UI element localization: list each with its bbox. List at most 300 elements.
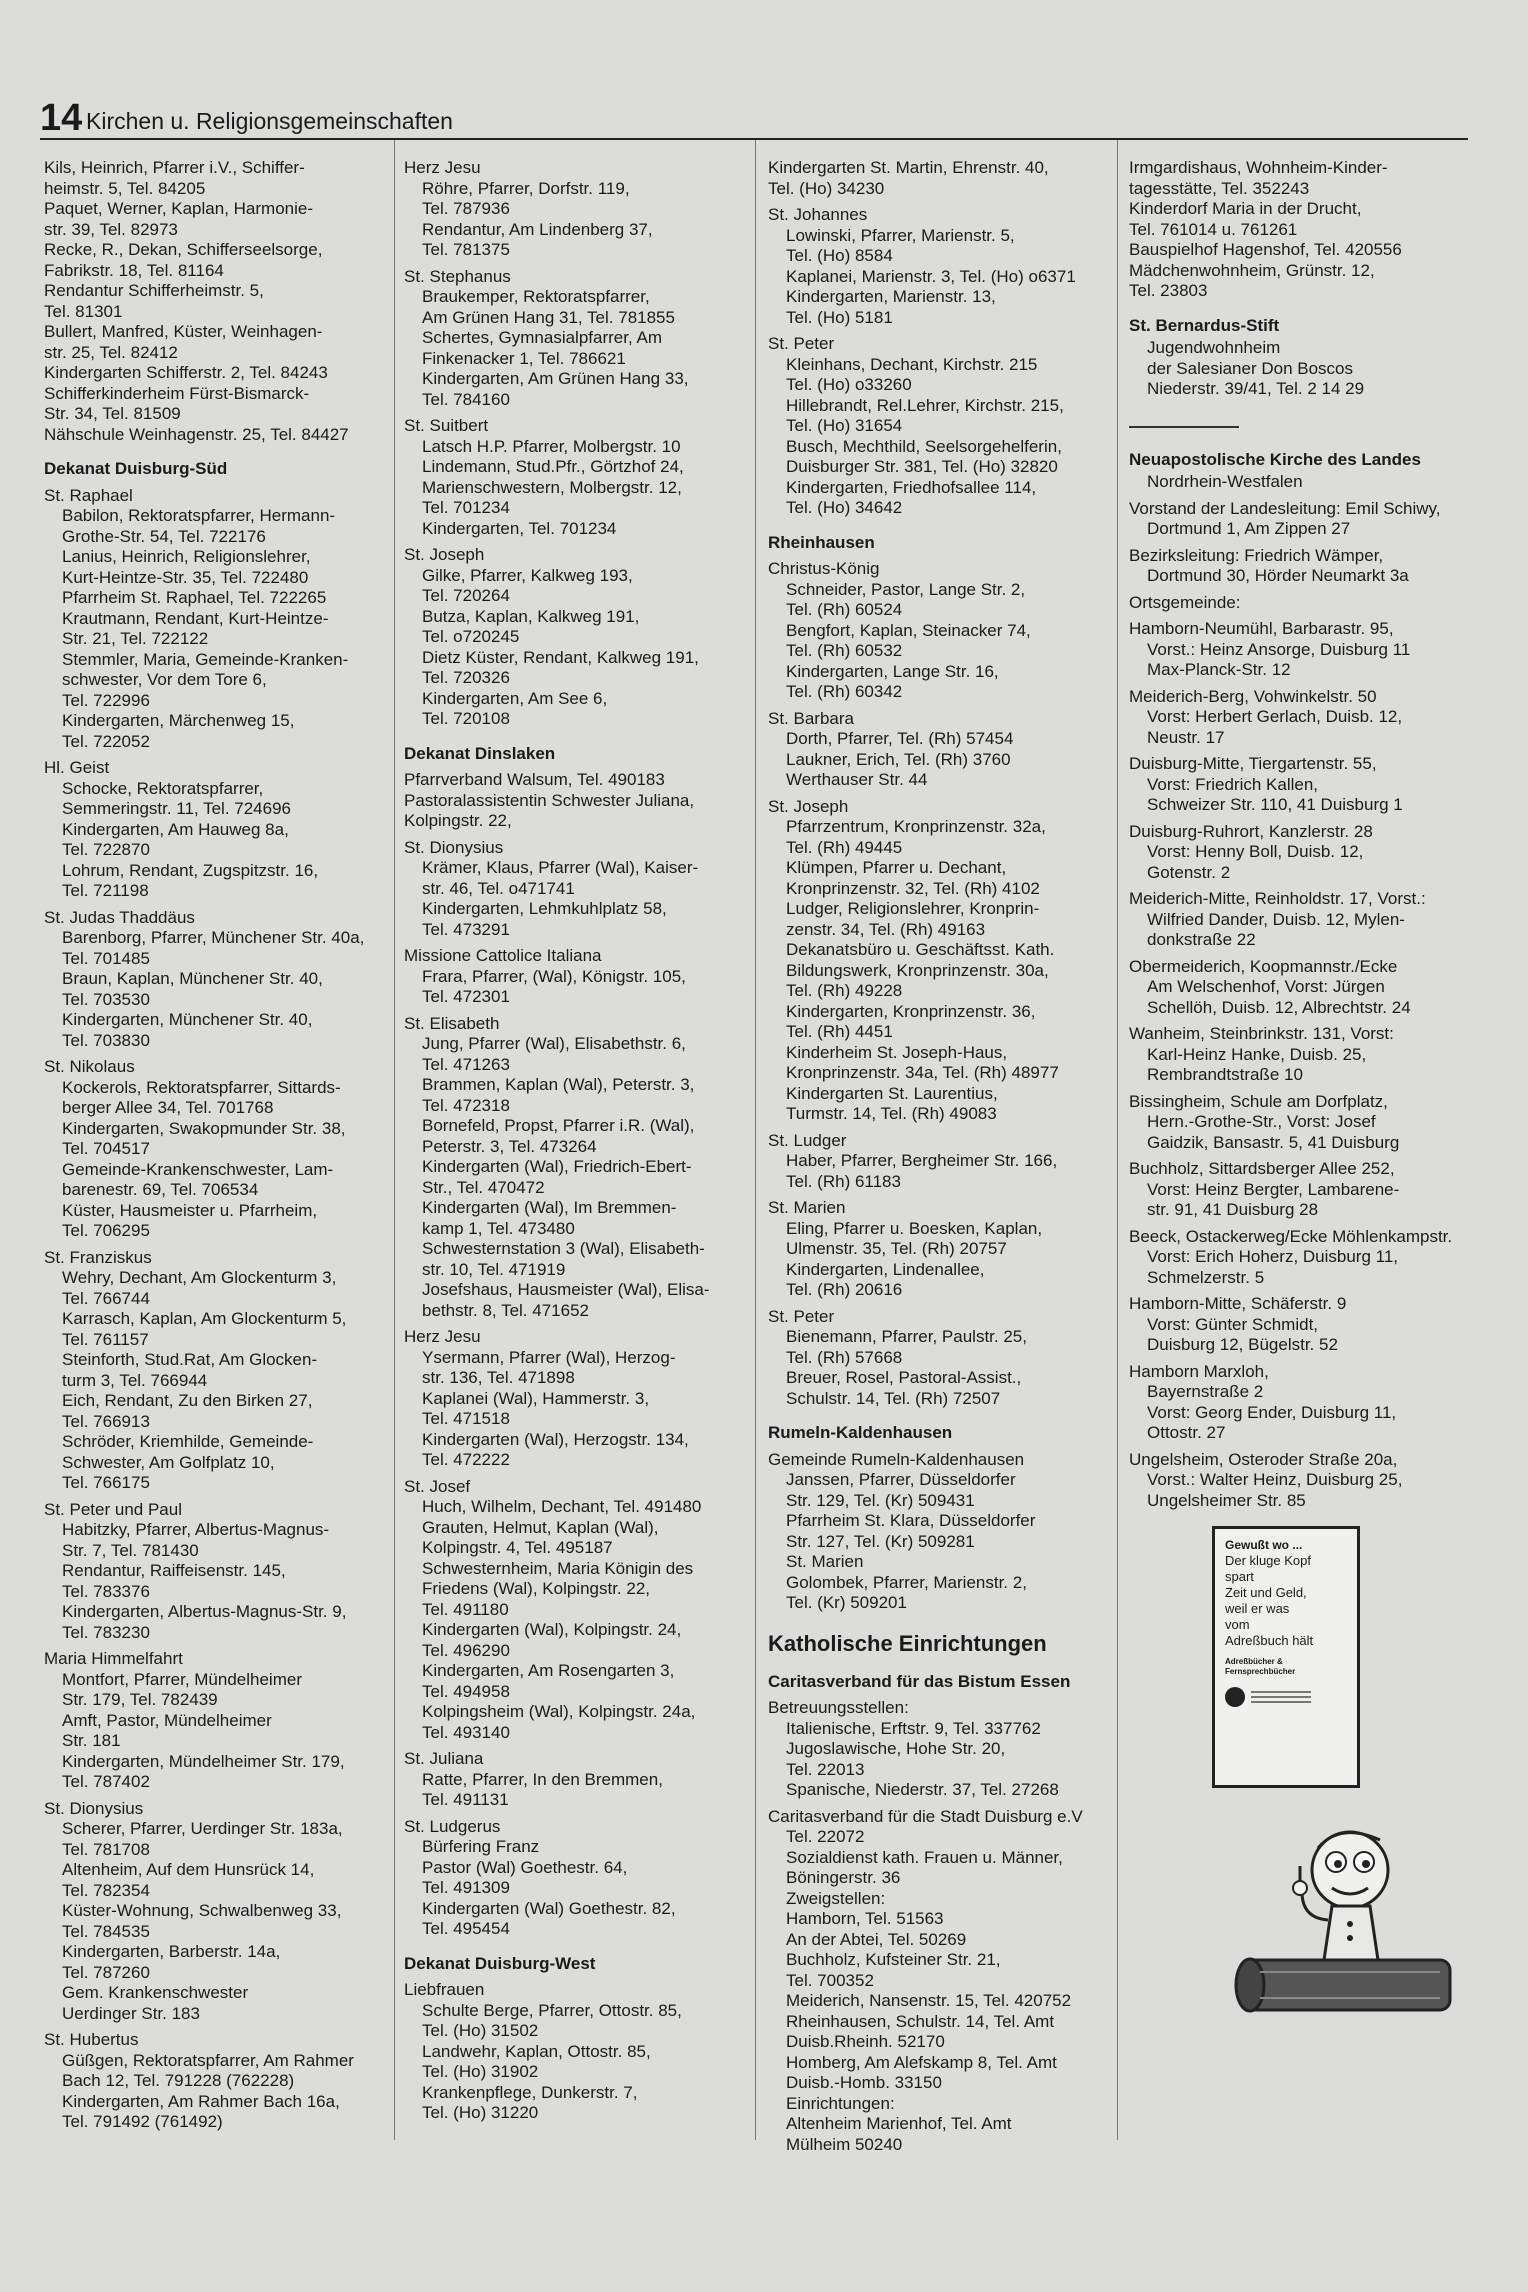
entry-line: Karl-Heinz Hanke, Duisb. 25, [1147, 1044, 1367, 1064]
entry-line: Tel. 766175 [62, 1473, 150, 1492]
entry-line: Tel. (Ho) 31902 [422, 2062, 539, 2081]
directory-entry [768, 709, 1104, 791]
directory-entry [44, 1500, 389, 1644]
entry-line: Tel. 494958 [422, 1681, 510, 1701]
entry-line: Pfarrheim St. Klara, Düsseldorfer [786, 1511, 1036, 1530]
entry-title: St. Dionysius [44, 1798, 144, 1818]
entry-line: Dekanatsbüro u. Geschäftsst. Kath. [786, 940, 1055, 959]
entry-line: Landwehr, Kaplan, Ottostr. 85, [422, 2041, 651, 2061]
directory-entry [1129, 889, 1475, 951]
ad-line: Der kluge Kopf [1225, 1553, 1311, 1568]
entry-line: Montfort, Pfarrer, Mündelheimer [62, 1669, 302, 1689]
entry-line: Jung, Pfarrer (Wal), Elisabethstr. 6, [422, 1034, 686, 1053]
subsection-heading: Dekanat Dinslaken [404, 743, 556, 763]
entry-line: Pfarrzentrum, Kronprinzenstr. 32a, [786, 817, 1046, 836]
entry-title: St. Judas Thaddäus [44, 907, 195, 927]
entry-line: Peterstr. 3, Tel. 473264 [422, 1136, 597, 1156]
entry-line: berger Allee 34, Tel. 701768 [62, 1098, 274, 1117]
entry-line: Dortmund 1, Am Zippen 27 [1147, 519, 1351, 538]
entry-line: Tel. 722052 [62, 731, 150, 751]
entry-line: Küster, Hausmeister u. Pfarrheim, [62, 1200, 318, 1220]
entry-line: Kaplanei (Wal), Hammerstr. 3, [422, 1388, 650, 1408]
entry-title: St. Peter [768, 334, 835, 353]
entry-line: Kindergarten, Am Rosengarten 3, [422, 1661, 675, 1680]
entry-line: Kindergarten, Lindenallee, [786, 1259, 985, 1279]
entry-line: Ulmenstr. 35, Tel. (Rh) 20757 [786, 1239, 1007, 1258]
entry-line: Hern.-Grothe-Str., Vorst: Josef [1147, 1112, 1376, 1131]
entry-line: Finkenacker 1, Tel. 786621 [422, 348, 626, 368]
entry-line: Bienemann, Pfarrer, Paulstr. 25, [786, 1327, 1027, 1346]
entry-line: Tel. (Kr) 509201 [786, 1593, 907, 1612]
entry-line: Str. 34, Tel. 81509 [44, 404, 181, 423]
entry-line: Krämer, Klaus, Pfarrer (Wal), Kaiser- [422, 858, 699, 877]
directory-entry [768, 797, 1104, 1125]
entry-line: Str., Tel. 470472 [422, 1177, 545, 1197]
entry-line: Tel. 720108 [422, 709, 510, 728]
entry-line: Nordrhein-Westfalen [1147, 472, 1303, 491]
entry-line: Tel. 783376 [62, 1581, 150, 1601]
entry-title: Beeck, Ostackerweg/Ecke Möhlenkampstr. [1129, 1226, 1453, 1246]
entry-line: Gaidzik, Bansastr. 5, 41 Duisburg [1147, 1132, 1400, 1152]
entry-line: Vorst: Erich Hoherz, Duisburg 11, [1147, 1247, 1399, 1266]
entry-line: Kindergarten, Swakopmunder Str. 38, [62, 1118, 346, 1138]
entry-line: Neustr. 17 [1147, 727, 1225, 747]
entry-line: Bengfort, Kaplan, Steinacker 74, [786, 620, 1031, 640]
entry-line: Kindergarten, Lange Str. 16, [786, 661, 999, 681]
entry-line: Barenborg, Pfarrer, Münchener Str. 40a, [62, 928, 365, 947]
directory-entry [404, 545, 742, 730]
entry-title: Wanheim, Steinbrinkstr. 131, Vorst: [1129, 1024, 1394, 1043]
entry-line: Breuer, Rosel, Pastoral-Assist., [786, 1368, 1022, 1387]
section-divider [1129, 426, 1239, 428]
entry-line: Grothe-Str. 54, Tel. 722176 [62, 526, 266, 546]
entry-line: Janssen, Pfarrer, Düsseldorfer [786, 1470, 1016, 1489]
text-column-4 [1129, 158, 1475, 1517]
subsection-heading: Dekanat Duisburg-West [404, 1953, 596, 1973]
entry-line: Tel. 706295 [62, 1221, 150, 1240]
directory-entry [404, 1980, 742, 2124]
entry-line: Tel. 766913 [62, 1411, 150, 1431]
directory-entry [44, 486, 389, 753]
directory-entry [44, 1799, 389, 2025]
entry-line: Babilon, Rektoratspfarrer, Hermann- [62, 506, 336, 525]
entry-line: Kindergarten, Am Grünen Hang 33, [422, 369, 689, 388]
entry-line: Tel. 22013 [786, 1759, 865, 1779]
entry-line: Habitzky, Pfarrer, Albertus-Magnus- [62, 1520, 330, 1539]
entry-line: Kindergarten, Am Hauweg 8a, [62, 819, 289, 839]
directory-entry [1129, 1024, 1475, 1086]
entry-line: Tel. 495454 [422, 1919, 510, 1938]
entry-line: Tel. 701485 [62, 948, 150, 968]
entry-title: Betreuungsstellen: [768, 1698, 909, 1717]
entry-line: heimstr. 5, Tel. 84205 [44, 178, 206, 198]
entry-title: Meiderich-Mitte, Reinholdstr. 17, Vorst.: [1129, 889, 1426, 908]
entry-line: Tel. 472301 [422, 987, 510, 1006]
entry-line: Josefshaus, Hausmeister (Wal), Elisa- [422, 1280, 710, 1299]
entry-line: Schwesternheim, Maria Königin des [422, 1558, 694, 1578]
entry-line: Mülheim 50240 [786, 2134, 903, 2154]
entry-title: St. Hubertus [44, 2030, 139, 2049]
entry-line: Tel. (Ho) 8584 [786, 246, 893, 265]
entry-line: Tel. 703530 [62, 989, 150, 1009]
entry-line: Kurt-Heintze-Str. 35, Tel. 722480 [62, 567, 309, 587]
entry-line: Tel. (Rh) 61183 [786, 1171, 901, 1191]
entry-line: Grauten, Helmut, Kaplan (Wal), [422, 1517, 659, 1537]
entry-line: Rendantur, Raiffeisenstr. 145, [62, 1561, 286, 1580]
entry-line: Wehry, Dechant, Am Glockenturm 3, [62, 1268, 337, 1287]
ad-line: vom [1225, 1617, 1250, 1632]
directory-entry [404, 838, 742, 941]
entry-line: Hillebrandt, Rel.Lehrer, Kirchstr. 215, [786, 395, 1064, 415]
directory-entry [1129, 1450, 1475, 1512]
entry-line: Kindergarten, Mündelheimer Str. 179, [62, 1751, 345, 1771]
entry-title: St. Marien [768, 1198, 846, 1217]
entry-line: Tel. 791492 (761492) [62, 2112, 223, 2131]
entry-title: Gemeinde Rumeln-Kaldenhausen [768, 1449, 1025, 1469]
entry-line: str. 91, 41 Duisburg 28 [1147, 1200, 1319, 1219]
entry-line: Tel. 471518 [422, 1409, 510, 1428]
entry-line: Ratte, Pfarrer, In den Bremmen, [422, 1769, 663, 1789]
entry-line: Tel. 781708 [62, 1839, 150, 1859]
directory-entry [768, 559, 1104, 703]
entry-title: St. Stephanus [404, 266, 511, 286]
entry-line: Butza, Kaplan, Kalkweg 191, [422, 606, 640, 626]
entry-line: Krankenpflege, Dunkerstr. 7, [422, 2082, 638, 2102]
entry-line: Kils, Heinrich, Pfarrer i.V., Schiffer- [44, 158, 305, 177]
subsection-heading: Rheinhausen [768, 532, 875, 552]
entry-line: Kindergarten, Münchener Str. 40, [62, 1010, 313, 1029]
entry-line: Semmeringstr. 11, Tel. 724696 [62, 799, 292, 818]
entry-line: Uerdinger Str. 183 [62, 2003, 200, 2023]
entry-title: Bezirksleitung: Friedrich Wämper, [1129, 545, 1384, 565]
entry-line: Duisb.Rheinh. 52170 [786, 2032, 945, 2051]
entry-line: Kolpingsheim (Wal), Kolpingstr. 24a, [422, 1702, 696, 1721]
entry-line: Bornefeld, Propst, Pfarrer i.R. (Wal), [422, 1116, 695, 1135]
entry-line: Tel. 493140 [422, 1722, 510, 1742]
entry-line: Tel. (Rh) 20616 [786, 1280, 903, 1299]
entry-line: Tel. 496290 [422, 1640, 510, 1660]
ad-line: Adreßbuch hält [1225, 1633, 1314, 1648]
entry-line: Schneider, Pastor, Lange Str. 2, [786, 579, 1026, 599]
entry-line: Karrasch, Kaplan, Am Glockenturm 5, [62, 1309, 347, 1328]
entry-line: Duisburg 12, Bügelstr. 52 [1147, 1335, 1338, 1354]
entry-title: St. Dionysius [404, 837, 504, 857]
directory-entry [1129, 1092, 1475, 1154]
directory-entry [404, 1014, 742, 1322]
entry-line: Max-Planck-Str. 12 [1147, 660, 1291, 679]
entry-title: St. Joseph [404, 545, 485, 564]
directory-entry [1129, 158, 1475, 302]
directory-entry [404, 158, 742, 261]
entry-line: Jugendwohnheim [1147, 338, 1281, 357]
directory-entry [1129, 619, 1475, 681]
entry-line: Schulte Berge, Pfarrer, Ottostr. 85, [422, 2000, 682, 2020]
entry-line: Tel. 720264 [422, 586, 510, 605]
entry-line: Tel. 722996 [62, 690, 150, 710]
entry-line: Tel. 471263 [422, 1054, 510, 1074]
column-divider [394, 140, 395, 2140]
entry-line: Braun, Kaplan, Münchener Str. 40, [62, 969, 323, 988]
directory-entry [1129, 1294, 1475, 1356]
directory-entry [404, 1327, 742, 1471]
directory-entry [44, 758, 389, 902]
entry-line: Tel. 700352 [786, 1970, 874, 1990]
entry-line: Gemeinde-Krankenschwester, Lam- [62, 1159, 334, 1179]
entry-line: bethstr. 8, Tel. 471652 [422, 1300, 589, 1320]
entry-line: Bullert, Manfred, Küster, Weinhagen- [44, 322, 323, 341]
entry-line: Frara, Pfarrer, (Wal), Königstr. 105, [422, 966, 686, 986]
entry-line: str. 25, Tel. 82412 [44, 342, 178, 362]
entry-title: Herz Jesu [404, 158, 481, 177]
entry-line: Rembrandtstraße 10 [1147, 1065, 1303, 1084]
directory-entry [44, 1248, 389, 1494]
section-title: Kirchen u. Religionsgemeinschaften [86, 108, 453, 134]
directory-entry [768, 1450, 1104, 1614]
directory-entry [768, 158, 1104, 199]
entry-line: Küster-Wohnung, Schwalbenweg 33, [62, 1901, 342, 1920]
entry-line: Am Welschenhof, Vorst: Jürgen [1147, 977, 1385, 996]
entry-line: donkstraße 22 [1147, 930, 1256, 949]
entry-line: Schwester, Am Golfplatz 10, [62, 1452, 275, 1472]
entry-line: Kindergarten (Wal), Im Bremmen- [422, 1198, 677, 1217]
entry-line: Kinderdorf Maria in der Drucht, [1129, 199, 1362, 218]
directory-entry [768, 533, 1104, 554]
entry-line: Tel. 783230 [62, 1622, 150, 1642]
entry-title: Bissingheim, Schule am Dorfplatz, [1129, 1091, 1388, 1111]
entry-title: Hl. Geist [44, 758, 110, 777]
entry-line: Duisb.-Homb. 33150 [786, 2073, 942, 2092]
entry-line: Str. 179, Tel. 782439 [62, 1690, 218, 1709]
entry-line: Str. 21, Tel. 722122 [62, 629, 209, 648]
directory-entry [1129, 593, 1475, 614]
entry-line: Kaplanei, Marienstr. 3, Tel. (Ho) o6371 [786, 266, 1076, 286]
entry-line: str. 10, Tel. 471919 [422, 1259, 566, 1279]
entry-line: Tel. 761014 u. 761261 [1129, 219, 1298, 239]
entry-line: tagesstätte, Tel. 352243 [1129, 178, 1310, 198]
directory-entry [768, 1307, 1104, 1410]
entry-title: St. Juliana [404, 1749, 484, 1768]
entry-line: Schweizer Str. 110, 41 Duisburg 1 [1147, 795, 1403, 814]
entry-line: Rendantur Schifferheimstr. 5, [44, 281, 264, 300]
directory-entry [768, 205, 1104, 328]
ad-line: Zeit und Geld, [1225, 1585, 1307, 1600]
entry-line: Ungelsheimer Str. 85 [1147, 1490, 1306, 1510]
entry-title: St. Joseph [768, 796, 849, 816]
entry-line: Tel. 473291 [422, 919, 510, 939]
entry-line: Duisburger Str. 381, Tel. (Ho) 32820 [786, 457, 1058, 476]
entry-line: Eich, Rendant, Zu den Birken 27, [62, 1391, 313, 1410]
entry-line: Kindergarten, Friedhofsallee 114, [786, 477, 1037, 497]
directory-entry [768, 1423, 1104, 1444]
advertisement-box [1212, 1526, 1360, 1788]
entry-line: Huch, Wilhelm, Dechant, Tel. 491480 [422, 1497, 702, 1516]
directory-entry [44, 908, 389, 1052]
entry-line: Kindergarten (Wal), Herzogstr. 134, [422, 1429, 689, 1449]
entry-title: Herz Jesu [404, 1327, 481, 1346]
entry-line: Amft, Pastor, Mündelheimer [62, 1710, 272, 1730]
entry-line: Tel. (Ho) 31502 [422, 2021, 539, 2040]
subsection-heading: Dekanat Duisburg-Süd [44, 459, 228, 478]
entry-line: Kindergarten (Wal), Kolpingstr. 24, [422, 1620, 682, 1639]
entry-line: Jugoslawische, Hohe Str. 20, [786, 1739, 1006, 1758]
entry-line: Am Grünen Hang 31, Tel. 781855 [422, 307, 675, 327]
entry-title: St. Nikolaus [44, 1057, 135, 1076]
entry-title: Caritasverband für die Stadt Duisburg e.V [768, 1806, 1083, 1826]
directory-entry [404, 1477, 742, 1744]
entry-line: Tel. 787260 [62, 1962, 150, 1982]
entry-line: Kindergarten, Am Rahmer Bach 16a, [62, 2091, 340, 2111]
directory-entry [1129, 499, 1475, 540]
entry-line: Tel. (Ho) 34230 [768, 178, 885, 198]
entry-line: Meiderich, Nansenstr. 15, Tel. 420752 [786, 1991, 1072, 2010]
entry-line: Tel. 472222 [422, 1450, 510, 1469]
entry-line: Pastoralassistentin Schwester Juliana, [404, 790, 695, 810]
entry-line: Gilke, Pfarrer, Kalkweg 193, [422, 565, 633, 585]
publisher-logo [1225, 1687, 1347, 1707]
entry-line: Schertes, Gymnasialpfarrer, Am [422, 328, 662, 347]
entry-line: Schröder, Kriemhilde, Gemeinde- [62, 1432, 314, 1451]
entry-line: der Salesianer Don Boscos [1147, 358, 1354, 378]
entry-title: St. Peter [768, 1306, 835, 1326]
entry-line: Tel. 766744 [62, 1288, 150, 1308]
page-number: 14 [40, 97, 83, 139]
entry-line: Vorst: Günter Schmidt, [1147, 1314, 1319, 1334]
entry-title: Duisburg-Mitte, Tiergartenstr. 55, [1129, 754, 1377, 773]
entry-line: Str. 129, Tel. (Kr) 509431 [786, 1490, 975, 1510]
entry-line: Friedens (Wal), Kolpingstr. 22, [422, 1579, 651, 1598]
entry-line: Latsch H.P. Pfarrer, Molbergstr. 10 [422, 436, 681, 456]
entry-line: Altenheim, Auf dem Hunsrück 14, [62, 1860, 315, 1879]
entry-line: Schellöh, Duisb. 12, Albrechtstr. 24 [1147, 997, 1411, 1017]
entry-line: Kindergarten, Tel. 701234 [422, 518, 617, 538]
entry-line: Kindergarten, Märchenweg 15, [62, 711, 295, 730]
entry-title: Buchholz, Sittardsberger Allee 252, [1129, 1159, 1395, 1178]
directory-entry [44, 459, 389, 480]
entry-title: Maria Himmelfahrt [44, 1649, 183, 1668]
entry-line: Kronprinzenstr. 32, Tel. (Rh) 4102 [786, 878, 1040, 898]
directory-entry [44, 2030, 389, 2133]
entry-line: Tel. (Ho) 34642 [786, 498, 903, 517]
entry-line: Str. 181 [62, 1731, 121, 1750]
entry-line: Spanische, Niederstr. 37, Tel. 27268 [786, 1780, 1059, 1799]
entry-line: Kindergarten, Am See 6, [422, 688, 608, 708]
entry-line: Zweigstellen: [786, 1888, 886, 1908]
entry-title: Missione Cattolice Italiana [404, 946, 602, 965]
entry-line: Kindergarten, Barberstr. 14a, [62, 1942, 281, 1961]
directory-entry [768, 1131, 1104, 1193]
entry-line: Paquet, Werner, Kaplan, Harmonie- [44, 199, 313, 218]
text-column-3 [768, 158, 1104, 2161]
directory-entry [404, 1749, 742, 1811]
entry-line: Tel. 703830 [62, 1030, 150, 1050]
directory-entry [1129, 1362, 1475, 1444]
entry-line: schwester, Vor dem Tore 6, [62, 670, 267, 689]
entry-title: Obermeiderich, Koopmannstr./Ecke [1129, 956, 1398, 976]
subsection-heading: St. Bernardus-Stift [1129, 315, 1280, 335]
mascot-reading-book-illustration [1220, 1800, 1460, 2040]
entry-title: St. Ludgerus [404, 1816, 501, 1836]
directory-entry [1129, 822, 1475, 884]
entry-line: Tel. 22072 [786, 1827, 865, 1846]
entry-line: Kindergarten (Wal), Friedrich-Ebert- [422, 1157, 692, 1176]
entry-line: Pastor (Wal) Goethestr. 64, [422, 1857, 628, 1877]
directory-entry [404, 267, 742, 411]
entry-line: Tel. (Rh) 49445 [786, 837, 903, 857]
entry-line: Irmgardishaus, Wohnheim-Kinder- [1129, 158, 1388, 177]
entry-line: Tel. (Rh) 60342 [786, 682, 903, 701]
subsection-heading: Neuapostolische Kirche des Landes [1129, 449, 1421, 469]
entry-line: Vorst: Friedrich Kallen, [1147, 774, 1319, 794]
entry-line: Güßgen, Rektoratspfarrer, Am Rahmer [62, 2050, 354, 2070]
entry-line: St. Marien [786, 1552, 864, 1571]
entry-line: Röhre, Pfarrer, Dorfstr. 119, [422, 178, 630, 198]
entry-line: Nähschule Weinhagenstr. 25, Tel. 84427 [44, 424, 349, 444]
entry-line: Klümpen, Pfarrer u. Dechant, [786, 858, 1007, 877]
entry-line: Altenheim Marienhof, Tel. Amt [786, 2114, 1012, 2133]
entry-title: St. Suitbert [404, 416, 489, 435]
directory-entry [404, 770, 742, 832]
entry-line: Gotenstr. 2 [1147, 862, 1231, 882]
directory-entry [44, 1649, 389, 1793]
entry-title: St. Josef [404, 1476, 471, 1496]
entry-line: Einrichtungen: [786, 2093, 895, 2113]
directory-entry [768, 1198, 1104, 1301]
entry-line: Lohrum, Rendant, Zugspitzstr. 16, [62, 860, 319, 880]
entry-line: Bayernstraße 2 [1147, 1382, 1264, 1401]
entry-line: str. 39, Tel. 82973 [44, 219, 178, 239]
page-header [40, 98, 1468, 140]
entry-line: Haber, Pfarrer, Bergheimer Str. 166, [786, 1151, 1058, 1170]
entry-line: Pfarrheim St. Raphael, Tel. 722265 [62, 588, 327, 607]
entry-line: Dorth, Pfarrer, Tel. (Rh) 57454 [786, 729, 1014, 748]
directory-entry [1129, 546, 1475, 587]
entry-line: Tel. 491131 [422, 1790, 509, 1809]
entry-line: Kindergarten, Lehmkuhlplatz 58, [422, 899, 667, 918]
entry-line: Laukner, Erich, Tel. (Rh) 3760 [786, 749, 1011, 769]
entry-line: Kleinhans, Dechant, Kirchstr. 215 [786, 354, 1038, 374]
entry-title: St. Franziskus [44, 1247, 152, 1267]
directory-entry [768, 334, 1104, 519]
entry-line: Schulstr. 14, Tel. (Rh) 72507 [786, 1388, 1001, 1408]
entry-line: Schifferkinderheim Fürst-Bismarck- [44, 383, 310, 403]
entry-line: Bauspielhof Hagenshof, Tel. 420556 [1129, 240, 1402, 259]
entry-line: Stemmler, Maria, Gemeinde-Kranken- [62, 649, 349, 669]
entry-line: Tel. 491180 [422, 1599, 509, 1619]
entry-line: Tel. 784160 [422, 389, 510, 409]
entry-line: Tel. (Rh) 49228 [786, 981, 903, 1000]
entry-line: Str. 7, Tel. 781430 [62, 1540, 199, 1560]
directory-entry [1129, 754, 1475, 816]
entry-line: Kindergarten, Albertus-Magnus-Str. 9, [62, 1602, 347, 1621]
entry-line: Tel. 81301 [44, 301, 123, 321]
entry-line: Schmelzerstr. 5 [1147, 1267, 1265, 1287]
entry-line: Fabrikstr. 18, Tel. 81164 [44, 260, 224, 280]
entry-title: Hamborn-Mitte, Schäferstr. 9 [1129, 1294, 1347, 1313]
entry-line: Tel. 781375 [422, 240, 510, 259]
entry-line: Rendantur, Am Lindenberg 37, [422, 219, 653, 239]
entry-line: Bürfering Franz [422, 1837, 540, 1856]
ad-text [1225, 1553, 1347, 1649]
ad-small-line: Adreßbücher & [1225, 1657, 1283, 1666]
entry-line: Hamborn, Tel. 51563 [786, 1909, 944, 1928]
entry-line: Steinforth, Stud.Rat, Am Glocken- [62, 1350, 318, 1369]
directory-entry [44, 158, 389, 445]
entry-line: Böningerstr. 36 [786, 1868, 901, 1887]
directory-entry [404, 946, 742, 1008]
entry-line: Tel. (Ho) 31654 [786, 416, 903, 435]
entry-line: Tel. (Ho) 5181 [786, 307, 893, 327]
logo-text-lines [1251, 1688, 1311, 1706]
